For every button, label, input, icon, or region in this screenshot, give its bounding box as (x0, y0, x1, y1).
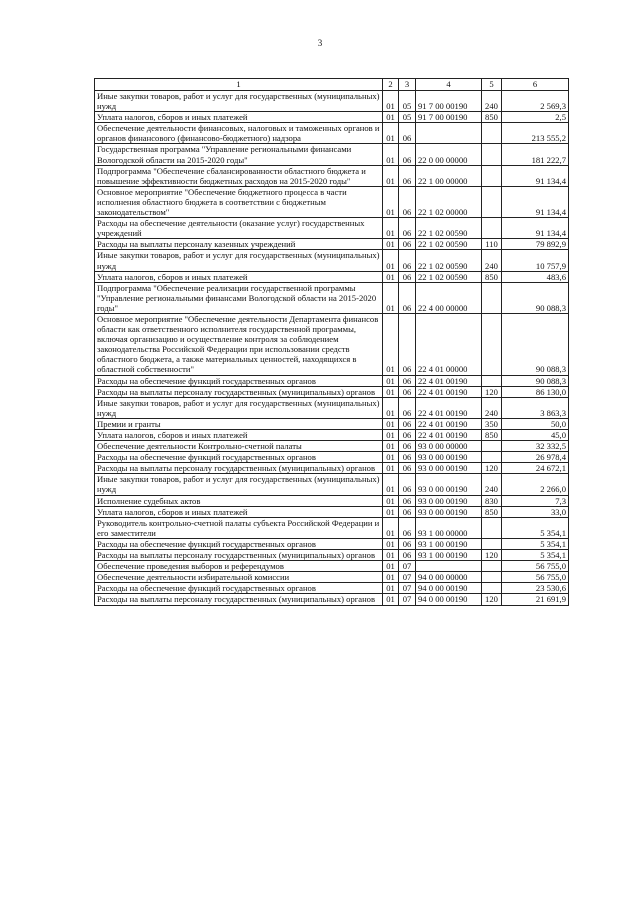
row-section: 01 (383, 550, 399, 561)
row-expense-type: 850 (482, 430, 502, 441)
budget-table (94, 78, 569, 606)
row-name: Расходы на выплаты персоналу государственных (муниципальных) органов (95, 550, 383, 561)
row-name: Руководитель контрольно-счетной палаты субъекта Российской Федерации и его заместители (95, 517, 383, 538)
row-expense-type (482, 583, 502, 594)
row-target-item: 94 0 00 00000 (416, 572, 482, 583)
row-subsection: 06 (399, 282, 416, 313)
table-row (95, 375, 569, 386)
table-row (95, 112, 569, 123)
row-target-item: 93 1 00 00000 (416, 517, 482, 538)
row-section: 01 (383, 561, 399, 572)
table-row (95, 271, 569, 282)
row-expense-type (482, 282, 502, 313)
row-amount: 213 555,2 (502, 123, 569, 144)
table-row (95, 538, 569, 549)
row-name: Обеспечение проведения выборов и референдумов (95, 561, 383, 572)
header-name: 1 (95, 79, 383, 91)
row-expense-type: 120 (482, 463, 502, 474)
row-expense-type (482, 375, 502, 386)
row-expense-type (482, 218, 502, 239)
row-section: 01 (383, 91, 399, 112)
row-subsection: 06 (399, 123, 416, 144)
row-target-item: 91 7 00 00190 (416, 91, 482, 112)
table-row (95, 397, 569, 418)
table-row (95, 282, 569, 313)
row-subsection: 06 (399, 517, 416, 538)
row-amount: 7,3 (502, 495, 569, 506)
row-amount: 3 863,3 (502, 397, 569, 418)
row-name: Основное мероприятие "Обеспечение деятельности Департамента финансов области как ответственного исполнителя государственной программы, включая организацию и осуществление контроля за соблюдением законодательства Российской Федерации при использовании средств областного бюджета, а также материальных ценностей, находящихся в областной собственности" (95, 313, 383, 375)
table-row (95, 430, 569, 441)
row-subsection: 06 (399, 463, 416, 474)
row-expense-type: 830 (482, 495, 502, 506)
row-target-item: 22 1 02 00590 (416, 271, 482, 282)
row-name: Иные закупки товаров, работ и услуг для государственных (муниципальных) нужд (95, 250, 383, 271)
header-expense-type: 5 (482, 79, 502, 91)
row-name: Расходы на обеспечение функций государственных органов (95, 375, 383, 386)
table-row (95, 572, 569, 583)
row-section: 01 (383, 313, 399, 375)
row-subsection: 07 (399, 561, 416, 572)
row-target-item: 22 1 02 00000 (416, 186, 482, 217)
row-name: Премии и гранты (95, 418, 383, 429)
row-amount: 79 892,9 (502, 239, 569, 250)
row-name: Расходы на обеспечение функций государственных органов (95, 538, 383, 549)
row-subsection: 06 (399, 495, 416, 506)
row-expense-type (482, 561, 502, 572)
row-amount: 2,5 (502, 112, 569, 123)
row-section: 01 (383, 144, 399, 165)
row-expense-type: 850 (482, 271, 502, 282)
row-section: 01 (383, 452, 399, 463)
row-name: Подпрограмма "Обеспечение реализации государственной программы "Управление региональными финансами Вологодской области на 2015-2020 годы" (95, 282, 383, 313)
row-amount: 56 755,0 (502, 561, 569, 572)
row-subsection: 06 (399, 452, 416, 463)
row-amount: 2 266,0 (502, 474, 569, 495)
row-subsection: 06 (399, 397, 416, 418)
row-subsection: 06 (399, 386, 416, 397)
row-amount: 90 088,3 (502, 375, 569, 386)
row-amount: 33,0 (502, 506, 569, 517)
header-subsection: 3 (399, 79, 416, 91)
row-amount: 24 672,1 (502, 463, 569, 474)
row-expense-type: 110 (482, 239, 502, 250)
row-name: Расходы на обеспечение функций государственных органов (95, 452, 383, 463)
row-section: 01 (383, 375, 399, 386)
row-section: 01 (383, 517, 399, 538)
row-target-item: 22 4 01 00190 (416, 386, 482, 397)
row-subsection: 06 (399, 430, 416, 441)
row-amount: 483,6 (502, 271, 569, 282)
row-target-item: 94 0 00 00190 (416, 594, 482, 605)
row-amount: 50,0 (502, 418, 569, 429)
table-row (95, 583, 569, 594)
table-row (95, 418, 569, 429)
row-section: 01 (383, 218, 399, 239)
row-section: 01 (383, 495, 399, 506)
table-row (95, 594, 569, 605)
row-expense-type: 850 (482, 112, 502, 123)
row-target-item: 93 1 00 00190 (416, 538, 482, 549)
table-row (95, 441, 569, 452)
row-subsection: 06 (399, 474, 416, 495)
row-amount: 23 530,6 (502, 583, 569, 594)
row-subsection: 06 (399, 506, 416, 517)
row-section: 01 (383, 430, 399, 441)
row-target-item (416, 123, 482, 144)
row-expense-type: 240 (482, 250, 502, 271)
row-name: Обеспечение деятельности Контрольно-счетной палаты (95, 441, 383, 452)
row-subsection: 06 (399, 186, 416, 217)
row-expense-type (482, 186, 502, 217)
table-row (95, 186, 569, 217)
row-amount: 91 134,4 (502, 165, 569, 186)
row-subsection: 07 (399, 594, 416, 605)
page-number: 3 (317, 38, 323, 48)
row-amount: 86 130,0 (502, 386, 569, 397)
row-target-item: 22 4 01 00190 (416, 397, 482, 418)
row-name: Расходы на выплаты персоналу государственных (муниципальных) органов (95, 386, 383, 397)
row-target-item: 22 1 02 00590 (416, 250, 482, 271)
row-expense-type (482, 572, 502, 583)
row-section: 01 (383, 572, 399, 583)
row-name: Уплата налогов, сборов и иных платежей (95, 271, 383, 282)
row-expense-type: 120 (482, 594, 502, 605)
row-name: Уплата налогов, сборов и иных платежей (95, 112, 383, 123)
row-section: 01 (383, 538, 399, 549)
row-expense-type (482, 517, 502, 538)
row-expense-type (482, 165, 502, 186)
row-section: 01 (383, 583, 399, 594)
row-target-item: 93 0 00 00000 (416, 441, 482, 452)
row-subsection: 05 (399, 112, 416, 123)
row-target-item: 93 0 00 00190 (416, 495, 482, 506)
table-row (95, 218, 569, 239)
row-subsection: 06 (399, 271, 416, 282)
row-expense-type: 240 (482, 474, 502, 495)
row-amount: 26 978,4 (502, 452, 569, 463)
row-name: Обеспечение деятельности избирательной комиссии (95, 572, 383, 583)
row-target-item: 22 1 02 00590 (416, 218, 482, 239)
table-row (95, 123, 569, 144)
row-amount: 181 222,7 (502, 144, 569, 165)
row-section: 01 (383, 474, 399, 495)
row-amount: 5 354,1 (502, 550, 569, 561)
row-name: Обеспечение деятельности финансовых, налоговых и таможенных органов и органов финансового (финансово-бюджетного) надзора (95, 123, 383, 144)
row-expense-type: 240 (482, 91, 502, 112)
row-section: 01 (383, 165, 399, 186)
row-amount: 91 134,4 (502, 186, 569, 217)
row-amount: 5 354,1 (502, 517, 569, 538)
row-expense-type (482, 538, 502, 549)
row-name: Расходы на выплаты персоналу государственных (муниципальных) органов (95, 594, 383, 605)
row-section: 01 (383, 239, 399, 250)
row-subsection: 07 (399, 572, 416, 583)
row-expense-type (482, 144, 502, 165)
row-amount: 90 088,3 (502, 282, 569, 313)
row-target-item: 22 1 02 00590 (416, 239, 482, 250)
row-name: Расходы на выплаты персоналу государственных (муниципальных) органов (95, 463, 383, 474)
row-section: 01 (383, 282, 399, 313)
header-section: 2 (383, 79, 399, 91)
row-target-item: 93 0 00 00190 (416, 506, 482, 517)
row-name: Иные закупки товаров, работ и услуг для государственных (муниципальных) нужд (95, 474, 383, 495)
row-expense-type: 120 (482, 550, 502, 561)
row-name: Иные закупки товаров, работ и услуг для государственных (муниципальных) нужд (95, 397, 383, 418)
row-section: 01 (383, 418, 399, 429)
row-expense-type (482, 123, 502, 144)
row-expense-type: 120 (482, 386, 502, 397)
row-name: Исполнение судебных актов (95, 495, 383, 506)
row-target-item: 91 7 00 00190 (416, 112, 482, 123)
row-name: Расходы на обеспечение функций государственных органов (95, 583, 383, 594)
budget-body (95, 91, 569, 606)
row-name: Расходы на выплаты персоналу казенных учреждений (95, 239, 383, 250)
row-section: 01 (383, 397, 399, 418)
row-section: 01 (383, 386, 399, 397)
row-target-item (416, 561, 482, 572)
table-row (95, 91, 569, 112)
row-target-item: 93 0 00 00190 (416, 452, 482, 463)
row-amount: 90 088,3 (502, 313, 569, 375)
row-amount: 56 755,0 (502, 572, 569, 583)
row-subsection: 06 (399, 165, 416, 186)
header-amount: 6 (502, 79, 569, 91)
table-row (95, 474, 569, 495)
header-target-item: 4 (416, 79, 482, 91)
row-amount: 32 332,5 (502, 441, 569, 452)
row-name: Государственная программа "Управление региональными финансами Вологодской области на 2015-2020 годы" (95, 144, 383, 165)
row-section: 01 (383, 123, 399, 144)
row-subsection: 06 (399, 538, 416, 549)
row-name: Уплата налогов, сборов и иных платежей (95, 430, 383, 441)
table-row (95, 250, 569, 271)
row-amount: 2 569,3 (502, 91, 569, 112)
row-subsection: 06 (399, 375, 416, 386)
row-target-item: 22 4 01 00000 (416, 313, 482, 375)
table-row (95, 144, 569, 165)
row-target-item: 93 1 00 00190 (416, 550, 482, 561)
row-target-item: 93 0 00 00190 (416, 474, 482, 495)
row-amount: 10 757,9 (502, 250, 569, 271)
row-section: 01 (383, 441, 399, 452)
row-amount: 45,0 (502, 430, 569, 441)
row-target-item: 22 4 01 00190 (416, 375, 482, 386)
table-row (95, 561, 569, 572)
row-name: Иные закупки товаров, работ и услуг для государственных (муниципальных) нужд (95, 91, 383, 112)
row-name: Уплата налогов, сборов и иных платежей (95, 506, 383, 517)
row-expense-type: 350 (482, 418, 502, 429)
row-target-item: 22 4 01 00190 (416, 418, 482, 429)
row-target-item: 22 4 00 00000 (416, 282, 482, 313)
row-subsection: 06 (399, 550, 416, 561)
row-name: Расходы на обеспечение деятельности (оказание услуг) государственных учреждений (95, 218, 383, 239)
row-subsection: 06 (399, 239, 416, 250)
header-row (95, 79, 569, 91)
row-subsection: 06 (399, 250, 416, 271)
row-subsection: 06 (399, 441, 416, 452)
table-row (95, 239, 569, 250)
row-expense-type (482, 313, 502, 375)
row-target-item: 22 4 01 00190 (416, 430, 482, 441)
table-row (95, 165, 569, 186)
row-expense-type (482, 441, 502, 452)
row-target-item: 94 0 00 00190 (416, 583, 482, 594)
row-section: 01 (383, 506, 399, 517)
row-amount: 21 691,9 (502, 594, 569, 605)
table-row (95, 550, 569, 561)
row-subsection: 06 (399, 313, 416, 375)
row-name: Подпрограмма "Обеспечение сбалансированности областного бюджета и повышение эффективности бюджетных расходов на 2015-2020 годы" (95, 165, 383, 186)
table-row (95, 313, 569, 375)
row-target-item: 22 0 00 00000 (416, 144, 482, 165)
row-subsection: 06 (399, 144, 416, 165)
table-row (95, 386, 569, 397)
row-expense-type: 850 (482, 506, 502, 517)
row-subsection: 05 (399, 91, 416, 112)
row-section: 01 (383, 463, 399, 474)
row-subsection: 06 (399, 218, 416, 239)
row-target-item: 93 0 00 00190 (416, 463, 482, 474)
row-expense-type: 240 (482, 397, 502, 418)
table-row (95, 495, 569, 506)
table-row (95, 452, 569, 463)
row-section: 01 (383, 594, 399, 605)
row-section: 01 (383, 186, 399, 217)
row-section: 01 (383, 112, 399, 123)
row-section: 01 (383, 271, 399, 282)
row-subsection: 07 (399, 583, 416, 594)
row-section: 01 (383, 250, 399, 271)
row-expense-type (482, 452, 502, 463)
row-amount: 91 134,4 (502, 218, 569, 239)
table-row (95, 506, 569, 517)
table-row (95, 463, 569, 474)
row-amount: 5 354,1 (502, 538, 569, 549)
row-target-item: 22 1 00 00000 (416, 165, 482, 186)
row-name: Основное мероприятие "Обеспечение бюджетного процесса в части исполнения областного бюджета в соответствии с бюджетным законодательством" (95, 186, 383, 217)
row-subsection: 06 (399, 418, 416, 429)
table-row (95, 517, 569, 538)
